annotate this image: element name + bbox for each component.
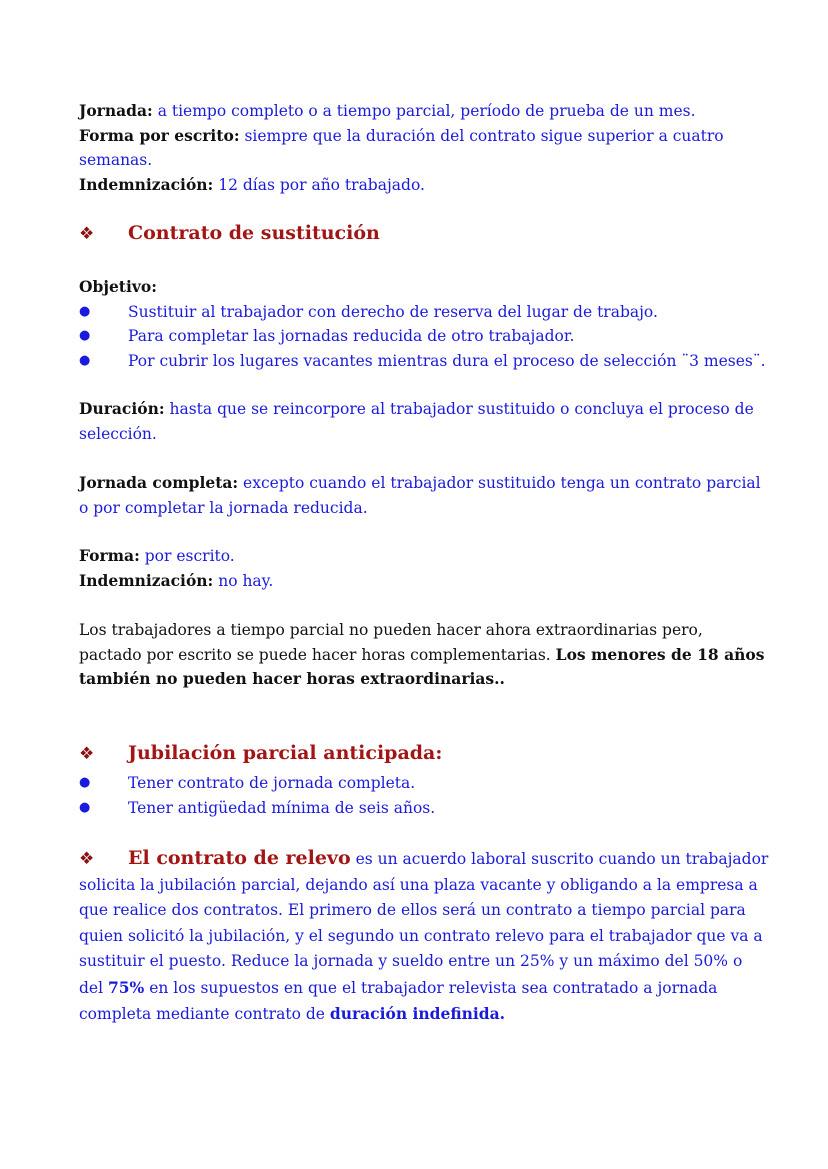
jubilacion-list [79,771,769,820]
list-item [79,324,769,349]
relevo-bold-duracion: duración indefinida. [329,1004,506,1023]
contract-summary-block [79,99,769,197]
dot-bullet-icon: ● [79,775,91,790]
dot-bullet-icon: ● [79,352,91,368]
indemnizacion-text: 12 días por año trabajado. [213,175,425,194]
list-item-text: Para completar las jornadas reducida de otro trabajador. [128,327,575,345]
list-item-text: Tener antigüedad mínima de seis años. [128,798,436,817]
list-item-text: Por cubrir los lugares vacantes mientras dura el proceso de selección ¨3 meses¨. [128,351,766,370]
diamond-bullet-icon: ❖ [79,744,95,764]
list-item-text: Tener contrato de jornada completa. [128,774,416,792]
duracion-label: Duración: [79,399,165,418]
indemnizacion-line [79,173,769,198]
tiempo-parcial-text: Los trabajadores a tiempo parcial no pueden hacer ahora extraordinarias pero, pactado por escrito se puede hacer horas complementarias. [79,621,703,664]
forma-text: por escrito. [139,547,235,565]
list-item [79,796,769,821]
relevo-bold-75: 75% [107,977,145,997]
duracion-paragraph [79,397,769,446]
objetivo-label: Objetivo: [79,277,157,296]
indemnizacion-label: Indemnización: [79,174,214,194]
forma-label: Forma: [79,546,140,565]
list-item [79,300,769,325]
indemnizacion-label: Indemnización: [79,570,214,590]
jornada-text: a tiempo completo o a tiempo parcial, período de prueba de un mes. [152,102,696,120]
forma-indemnizacion-block [79,544,769,593]
dot-bullet-icon: ● [79,303,91,319]
tiempo-parcial-paragraph [79,618,769,692]
relevo-paragraph [79,846,769,1028]
jornada-completa-paragraph [79,471,769,520]
diamond-bullet-icon: ❖ [79,849,95,869]
indemnizacion-text: no hay. [213,571,274,590]
forma-line [79,124,769,173]
menores-bold-text: Los menores de 18 años también no pueden hacer horas extraordinarias.. [79,644,765,688]
forma-label: Forma por escrito: [79,125,240,145]
objetivo-block [79,275,769,373]
list-item [79,771,769,796]
dot-bullet-icon: ● [79,799,91,815]
duracion-text: hasta que se reincorpore al trabajador sustituido o concluya el proceso de selección. [79,400,754,443]
forma-text: siempre que la duración del contrato sigue superior a cuatro semanas. [79,126,724,169]
list-item-text: Sustituir al trabajador con derecho de reserva del lugar de trabajo. [128,302,658,321]
jubilacion-heading-text: Jubilación parcial anticipada: [128,742,443,764]
jornada-completa-label: Jornada completa: [79,473,239,492]
jornada-line [79,99,769,124]
jornada-completa-text: excepto cuando el trabajador sustituido tenga un contrato parcial o por completar la jornada reducida. [79,474,761,517]
relevo-text-2: en los supuestos en que el trabajador relevista sea contratado a jornada completa mediante contrato de [79,978,718,1023]
jornada-label: Jornada: [79,101,153,120]
relevo-heading: El contrato de relevo [128,847,351,869]
sustitucion-heading-text: Contrato de sustitución [128,222,380,244]
diamond-bullet-icon: ❖ [79,224,95,244]
dot-bullet-icon: ● [79,328,91,343]
list-item [79,349,769,374]
relevo-text-1: es un acuerdo laboral suscrito cuando un trabajador solicita la jubilación parcial, dejando así una plaza vacante y obligando a la empresa a que realice dos contratos. El primero de ellos será un contrato a tiempo parcial para quien solicitó la jubilación, y el segundo un contrato relevo para el trabajador que va a sustituir el puesto. Reduce la jornada y sueldo entre un 25% y un máximo del 50% o del [79,850,769,997]
